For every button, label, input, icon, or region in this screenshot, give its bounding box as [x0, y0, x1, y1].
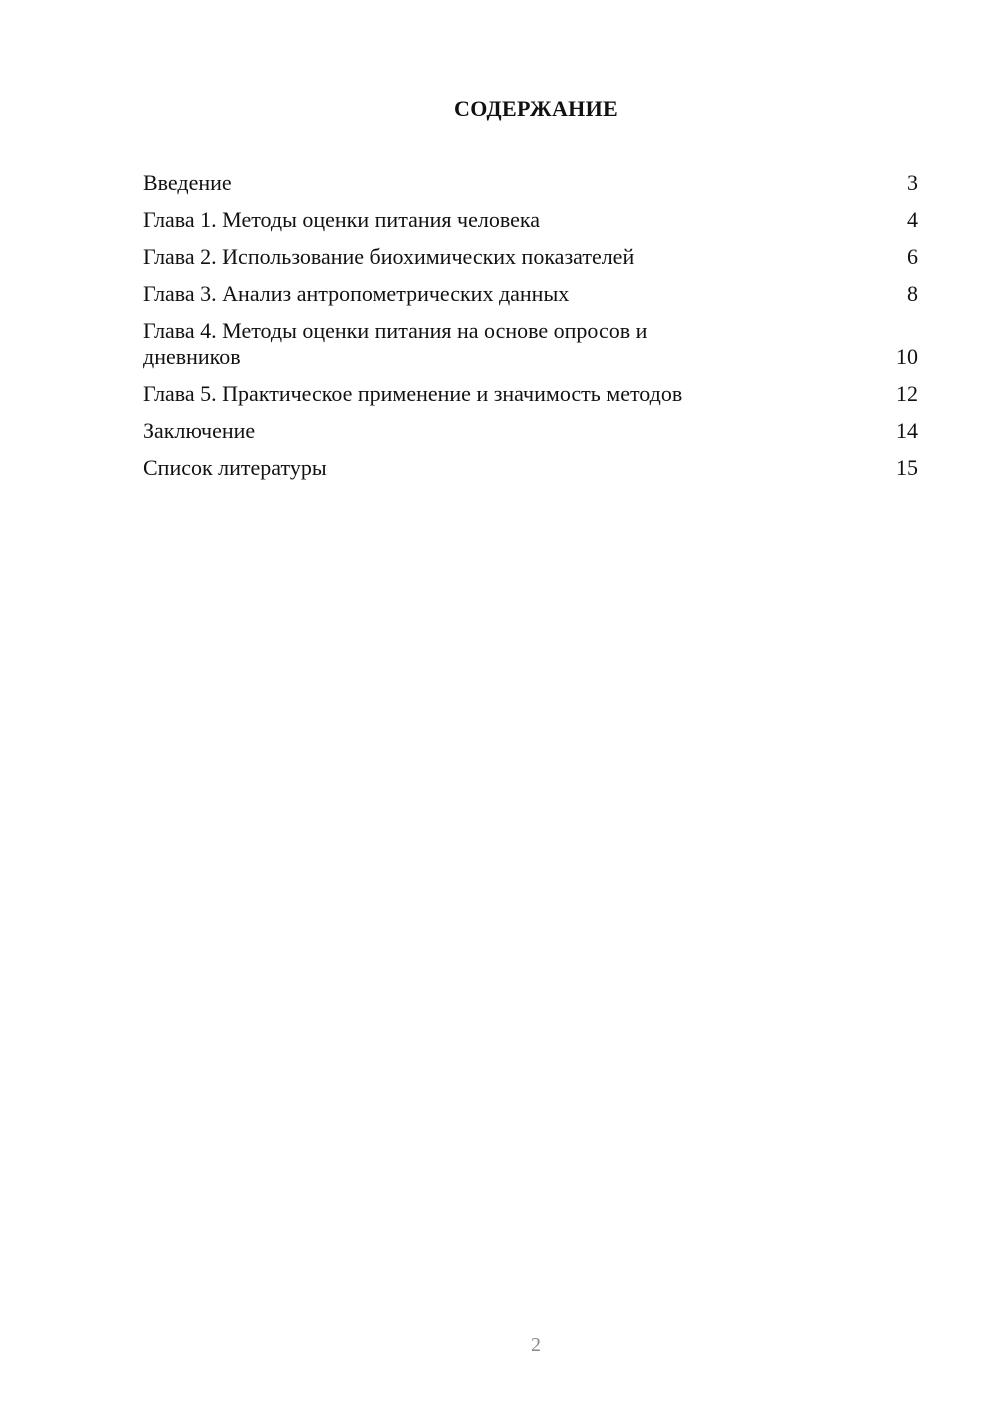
toc-entry-label: Глава 4. Методы оценки питания на основе опросов и дневников [143, 318, 648, 369]
toc-entry-label: Глава 1. Методы оценки питания человека [143, 207, 540, 232]
toc-entry-chapter-1[interactable] [143, 207, 918, 233]
toc-entry-page: 12 [896, 381, 918, 406]
toc-entry-page: 10 [896, 344, 918, 369]
toc-entry-label: Глава 3. Анализ антропометрических данных [143, 281, 570, 306]
toc-entry-references[interactable] [143, 455, 918, 481]
toc-entry-chapter-4[interactable] [143, 318, 918, 370]
toc-entry-chapter-3[interactable] [143, 281, 918, 307]
toc-entry-chapter-2[interactable] [143, 244, 918, 270]
toc-entry-page: 3 [907, 170, 918, 195]
page-title: СОДЕРЖАНИЕ [454, 96, 618, 121]
toc-entry-chapter-5[interactable] [143, 381, 918, 407]
toc-entry-page: 6 [907, 244, 918, 269]
toc-entry-label: Глава 5. Практическое применение и значимость методов [143, 381, 683, 406]
toc-entry-page: 14 [896, 418, 918, 443]
toc-entry-label: Список литературы [143, 455, 327, 480]
page-number: 2 [531, 1334, 541, 1356]
toc-entry-introduction[interactable] [143, 170, 918, 196]
toc-entry-page: 4 [907, 207, 918, 232]
toc-entry-label: Глава 2. Использование биохимических показателей [143, 244, 635, 269]
table-of-contents [143, 170, 918, 492]
toc-entry-label: Заключение [143, 418, 256, 443]
toc-entry-label: Введение [143, 170, 232, 195]
toc-entry-page: 15 [896, 455, 918, 480]
toc-entry-conclusion[interactable] [143, 418, 918, 444]
toc-entry-page: 8 [907, 281, 918, 306]
